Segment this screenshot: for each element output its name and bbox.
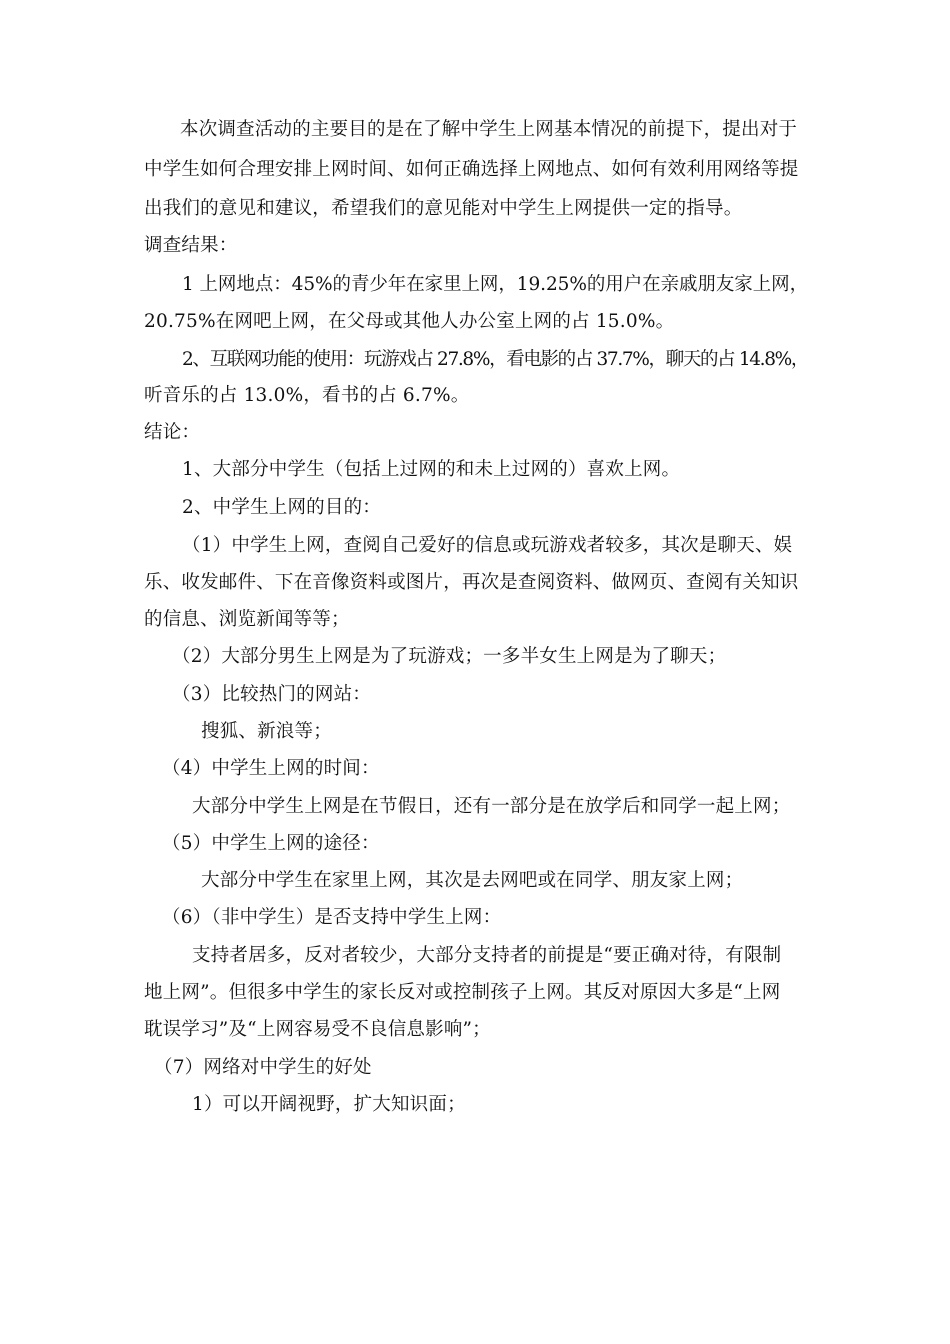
purpose-1-line-3: 的信息、浏览新闻等等； bbox=[144, 609, 350, 630]
purpose-5-detail: 大部分中学生在家里上网，其次是去网吧或在同学、朋友家上网； bbox=[201, 870, 744, 891]
result-item-1-line-1: 1 上网地点：45%的青少年在家里上网，19.25%的用户在亲戚朋友家上网， bbox=[182, 274, 808, 295]
result-item-2-line-2: 听音乐的占 13.0%，看书的占 6.7%。 bbox=[144, 385, 470, 406]
purpose-6-line-2: 地上网”。但很多中学生的家长反对或控制孩子上网。其反对原因大多是“上网 bbox=[144, 982, 781, 1003]
conclusion-heading: 结论： bbox=[144, 422, 201, 443]
purpose-6-line-1: 支持者居多，反对者较少，大部分支持者的前提是“要正确对待，有限制 bbox=[192, 945, 782, 966]
purpose-4: （4）中学生上网的时间： bbox=[162, 758, 380, 779]
purpose-7: （7）网络对中学生的好处 bbox=[154, 1057, 372, 1078]
intro-line-3: 出我们的意见和建议，希望我们的意见能对中学生上网提供一定的指导。 bbox=[144, 198, 743, 219]
purpose-1-line-1: （1）中学生上网，查阅自己爱好的信息或玩游戏者较多，其次是聊天、娱 bbox=[182, 535, 793, 556]
result-item-1-line-2: 20.75%在网吧上网，在父母或其他人办公室上网的占 15.0%。 bbox=[144, 311, 675, 332]
purpose-5: （5）中学生上网的途径： bbox=[162, 833, 380, 854]
conclusion-1: 1、大部分中学生（包括上过网的和未上过网的）喜欢上网。 bbox=[182, 459, 681, 480]
purpose-6: （6）（非中学生）是否支持中学生上网： bbox=[162, 907, 502, 928]
purpose-3: （3）比较热门的网站： bbox=[172, 684, 371, 705]
conclusion-2: 2、中学生上网的目的： bbox=[182, 497, 381, 518]
purpose-3-detail: 搜狐、新浪等； bbox=[201, 721, 332, 742]
result-item-2-line-1: 2、互联网功能的使用：玩游戏占 27.8%，看电影的占 37.7%，聊天的占 14.8%， bbox=[182, 349, 808, 370]
results-heading: 调查结果： bbox=[144, 235, 238, 256]
purpose-1-line-2: 乐、收发邮件、下在音像资料或图片，再次是查阅资料、做网页、查阅有关知识 bbox=[144, 572, 799, 593]
purpose-2: （2）大部分男生上网是为了玩游戏；一多半女生上网是为了聊天； bbox=[172, 646, 727, 667]
purpose-6-line-3: 耽误学习”及“上网容易受不良信息影响”； bbox=[144, 1019, 491, 1040]
purpose-7-detail-1: 1）可以开阔视野，扩大知识面； bbox=[192, 1094, 466, 1115]
purpose-4-detail: 大部分中学生上网是在节假日，还有一部分是在放学后和同学一起上网； bbox=[192, 796, 791, 817]
intro-line-1: 本次调查活动的主要目的是在了解中学生上网基本情况的前提下，提出对于 bbox=[180, 119, 798, 140]
intro-line-2: 中学生如何合理安排上网时间、如何正确选择上网地点、如何有效利用网络等提 bbox=[144, 159, 799, 180]
